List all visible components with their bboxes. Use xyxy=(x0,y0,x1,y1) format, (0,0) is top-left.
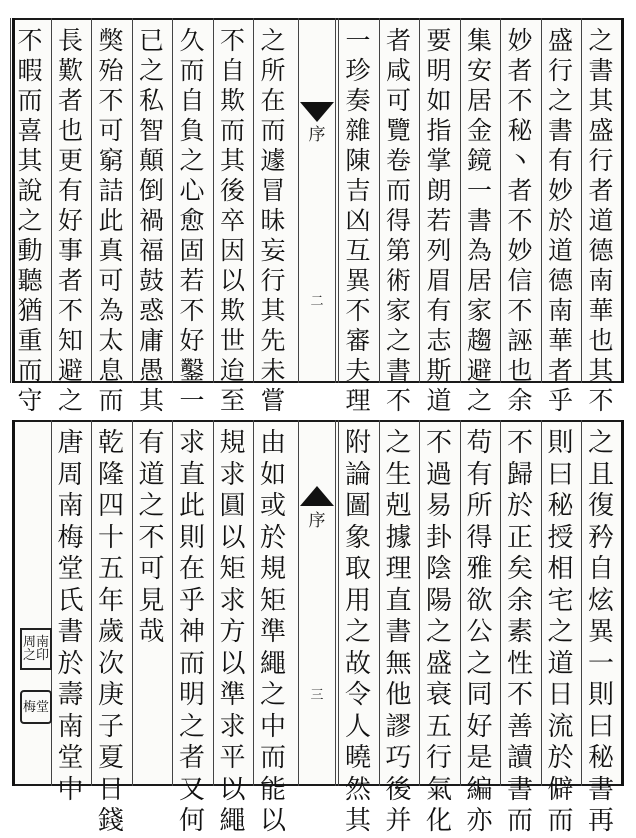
text-column: 長 歎 者 也 更 有 好 事 者 不 知 避 之 xyxy=(57,26,83,415)
section-label: 序 xyxy=(308,511,326,531)
center-fold xyxy=(298,18,336,383)
text-column: 已 之 私 智 顛 倒 禍 福 鼓 惑 庸 愚 其 xyxy=(138,26,164,415)
fish-tail-mark xyxy=(300,102,334,122)
text-column: 則 曰 秘 授 相 宅 之 道 日 流 於 僻 而 xyxy=(547,428,574,836)
text-column: 不 歸 於 正 矣 余 素 性 不 善 讀 書 而 xyxy=(506,428,533,836)
section-label: 序 xyxy=(308,125,326,145)
text-column: 集 安 居 金 鏡 一 書 為 居 家 趨 避 之 xyxy=(466,26,492,415)
text-column: 不 過 易 卦 陰 陽 之 盛 衰 五 行 氣 化 xyxy=(425,428,452,836)
column-rule xyxy=(51,18,52,383)
text-column: 乾 隆 四 十 五 年 歲 次 庚 子 夏 日 錢 xyxy=(97,428,124,836)
column-rule xyxy=(91,420,92,786)
fish-tail-mark xyxy=(300,486,334,506)
column-rule xyxy=(541,420,542,786)
column-rule xyxy=(338,420,339,786)
column-rule xyxy=(419,18,420,383)
page-upper xyxy=(12,18,624,415)
column-rule xyxy=(132,18,133,383)
column-rule xyxy=(213,18,214,383)
text-column: 久 而 自 負 之 心 愈 固 若 不 好 鑿 一 xyxy=(179,26,205,415)
column-rule xyxy=(500,18,501,383)
left-border xyxy=(12,420,15,786)
right-border xyxy=(621,420,624,786)
seal-stamp: 梅堂 xyxy=(20,690,52,724)
text-column: 盛 行 之 書 有 妙 於 道 德 南 華 者 乎 xyxy=(547,26,573,415)
column-rule xyxy=(460,18,461,383)
text-column: 不 暇 而 喜 其 說 之 動 聽 猶 重 而 守 xyxy=(17,26,43,415)
page-number: 二 xyxy=(310,294,324,309)
column-rule xyxy=(91,18,92,383)
text-column: 求 直 此 則 在 乎 神 而 明 之 者 又 何 xyxy=(178,428,205,836)
text-column: 唐 周 南 梅 堂 氏 書 於 壽 南 堂 中 xyxy=(57,428,84,805)
text-column: 要 明 如 指 掌 朗 若 列 眉 有 志 斯 道 xyxy=(426,26,452,415)
column-rule xyxy=(172,420,173,786)
column-rule xyxy=(460,420,461,786)
text-column: 之 所 在 而 遽 冒 昧 妄 行 其 先 未 嘗 xyxy=(260,26,286,415)
text-column: 獘 殆 不 可 窮 詰 此 真 可 為 太 息 而 xyxy=(98,26,124,415)
text-column: 附 論 圖 象 取 用 之 故 令 人 曉 然 其 xyxy=(344,428,371,836)
text-column: 有 道 之 不 可 見 哉 xyxy=(138,428,165,647)
text-column: 一 珍 奏 雜 陳 吉 凶 互 異 不 審 夫 理 xyxy=(345,26,371,415)
right-border xyxy=(621,18,624,383)
column-rule xyxy=(379,420,380,786)
text-column: 妙 者 不 秘 丶 者 不 妙 信 不 誣 也 余 xyxy=(507,26,533,415)
column-rule xyxy=(213,420,214,786)
column-rule xyxy=(10,18,11,383)
column-rule xyxy=(338,18,339,383)
page-lower xyxy=(12,420,624,836)
column-rule xyxy=(253,18,254,383)
text-column: 苟 有 所 得 雅 欲 公 之 同 好 是 編 亦 xyxy=(466,428,493,836)
page-number: 三 xyxy=(310,688,324,703)
column-rule xyxy=(172,18,173,383)
column-rule xyxy=(51,420,52,786)
column-rule xyxy=(253,420,254,786)
center-fold xyxy=(298,420,336,786)
seal-stamp: 周南之印 xyxy=(20,628,52,670)
text-column: 規 求 圓 以 矩 求 方 以 準 求 平 以 繩 xyxy=(219,428,246,836)
column-rule xyxy=(419,420,420,786)
column-rule xyxy=(132,420,133,786)
column-rule xyxy=(500,420,501,786)
column-rule xyxy=(379,18,380,383)
text-column: 之 生 剋 據 理 直 書 無 他 謬 巧 後 并 xyxy=(385,428,412,836)
column-rule xyxy=(541,18,542,383)
column-rule xyxy=(581,420,582,786)
text-column: 不 自 欺 而 其 後 卒 因 以 欺 世 迨 至 xyxy=(219,26,245,415)
text-column: 之 書 其 盛 行 者 道 德 南 華 也 其 不 xyxy=(588,26,614,415)
text-column: 者 咸 可 覽 卷 而 得 第 術 家 之 書 不 xyxy=(385,26,411,415)
text-column: 由 如 或 於 規 矩 準 繩 之 中 而 能 以 xyxy=(259,428,286,836)
column-rule xyxy=(581,18,582,383)
text-column: 之 且 復 矜 自 炫 異 一 則 曰 秘 書 再 xyxy=(587,428,614,836)
